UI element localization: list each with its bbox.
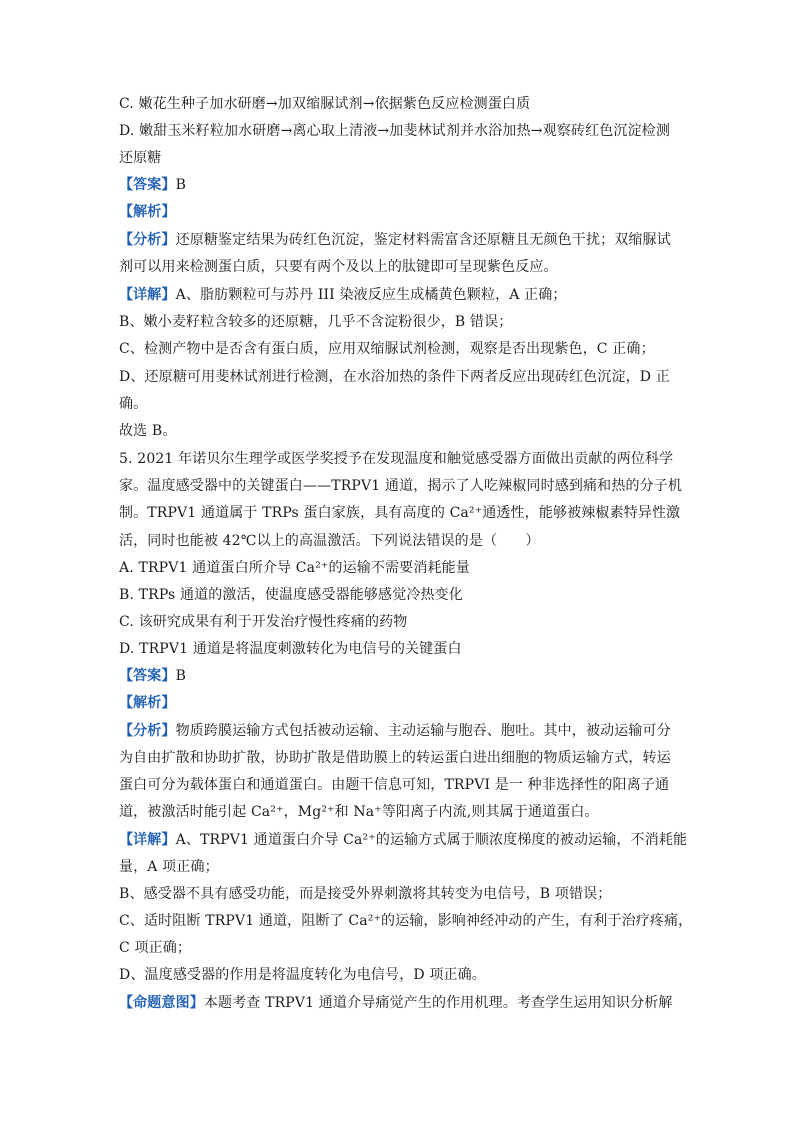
line-text: A、TRPV1 通道蛋白介导 Ca²⁺的运输方式属于顺浓度梯度的被动运输，不消耗能 [175,832,688,848]
text-line [119,885,679,903]
line-text: 量，A 项正确； [119,859,219,875]
text-line [119,122,679,140]
line-text: C. 该研究成果有利于开发治疗慢性疼痛的药物 [119,614,408,630]
line-text: 故选 B。 [119,423,177,439]
line-text: 家。温度感受器中的关键蛋白——TRPV1 通道，揭示了人吃辣椒同时感到痛和热的分子机 [119,478,683,494]
text-line [119,722,679,740]
text-line [119,368,679,386]
line-text: 5. 2021 年诺贝尔生理学或医学奖授予在发现温度和触觉感受器方面做出贡献的两位科学 [119,451,674,467]
section-tag: 【分析】 [119,723,176,739]
line-text: 剂可以用来检测蛋白质，只要有两个及以上的肽键即可呈现紫色反应。 [119,259,558,275]
text-line [119,504,679,522]
text-line [119,586,679,604]
text-line [119,831,688,849]
text-line [119,313,679,331]
line-text: 制。TRPV1 通道属于 TRPs 蛋白家族，具有高度的 Ca²⁺通透性，能够被辣椒素特异性激 [119,505,681,521]
text-line [119,667,679,685]
line-text: D、温度感受器的作用是将温度转化为电信号，D 项正确。 [119,967,486,983]
section-tag: 【分析】 [119,232,176,248]
line-text: D. TRPV1 通道是将温度刺激转化为电信号的关键蛋白 [119,641,462,657]
text-line [119,395,679,413]
line-text: 为自由扩散和协助扩散，协助扩散是借助膜上的转运蛋白进出细胞的物质运输方式，转运 [119,750,671,766]
text-line [119,912,693,930]
section-tag: 【答案】 [119,177,176,193]
line-text: B [175,668,187,684]
line-text: 还原糖 [119,150,162,166]
line-text: B、嫩小麦籽粒含较多的还原糖，几乎不含淀粉很少，B 错误； [119,314,513,330]
text-line [119,286,679,304]
text-line [119,149,679,167]
line-text: B、感受器不具有感受功能，而是接受外界刺激将其转变为电信号，B 项错误； [119,886,612,902]
line-text: D、还原糖可用斐林试剂进行检测，在水浴加热的条件下两者反应出现砖红色沉淀，D 正 [119,369,670,385]
text-line [119,176,679,194]
text-line [119,966,679,984]
section-tag: 【解析】 [119,695,176,711]
line-text: 活，同时也能被 42℃以上的高温激活。下列说法错误的是（ ） [119,533,540,549]
section-tag: 【详解】 [119,832,176,848]
line-text: 还原糖鉴定结果为砖红色沉淀，鉴定材料需富含还原糖且无颜色干扰；双缩脲试 [175,232,671,248]
text-line [119,749,679,767]
line-text: 蛋白可分为载体蛋白和通道蛋白。由题干信息可知，TRPVI 是一 种非选择性的阳离子通 [119,777,670,793]
line-text: A. TRPV1 通道蛋白所介导 Ca²⁺的运输不需要消耗能量 [119,560,470,576]
section-tag: 【解析】 [119,204,176,220]
text-line [119,340,679,358]
text-line [119,203,679,221]
section-tag: 【详解】 [119,287,176,303]
text-line [119,613,679,631]
line-text: 本题考查 TRPV1 通道介导痛觉产生的作用机理。考查学生运用知识分析解 [203,995,673,1011]
text-line [119,258,679,276]
line-text: 确。 [119,396,148,412]
text-line [119,450,679,468]
text-line [119,858,679,876]
line-text: B [175,177,187,193]
text-line [119,640,679,658]
line-text: 道，被激活时能引起 Ca²⁺，Mg²⁺和 Na⁺等阳离子内流,则其属于通道蛋白。 [119,804,599,820]
line-text: C 项正确； [119,940,192,956]
line-text: D. 嫩甜玉米籽粒加水研磨→离心取上清液→加斐林试剂并水浴加热→观察砖红色沉淀检测 [119,123,670,139]
section-tag: 【命题意图】 [119,995,204,1011]
line-text: C、检测产物中是否含有蛋白质，应用双缩脲试剂检测，观察是否出现紫色，C 正确； [119,341,655,357]
text-line [119,95,679,113]
text-line [119,422,679,440]
line-text: C. 嫩花生种子加水研磨→加双缩脲试剂→依据紫色反应检测蛋白质 [119,96,531,112]
text-line [119,994,679,1012]
line-text: C、适时阻断 TRPV1 通道，阻断了 Ca²⁺的运输，影响神经冲动的产生，有利于治疗疼痛， [119,913,693,929]
text-line [119,939,679,957]
text-line [119,776,679,794]
text-line [119,803,679,821]
line-text: 物质跨膜运输方式包括被动运输、主动运输与胞吞、胞吐。其中，被动运输可分 [175,723,671,739]
line-text: A、脂肪颗粒可与苏丹 III 染液反应生成橘黄色颗粒，A 正确； [175,287,567,303]
text-line [119,231,679,249]
text-line [119,532,679,550]
text-line [119,559,679,577]
text-line [119,694,679,712]
section-tag: 【答案】 [119,668,176,684]
line-text: B. TRPs 通道的激活，使温度感受器能够感觉冷热变化 [119,587,463,603]
text-line [119,477,683,495]
